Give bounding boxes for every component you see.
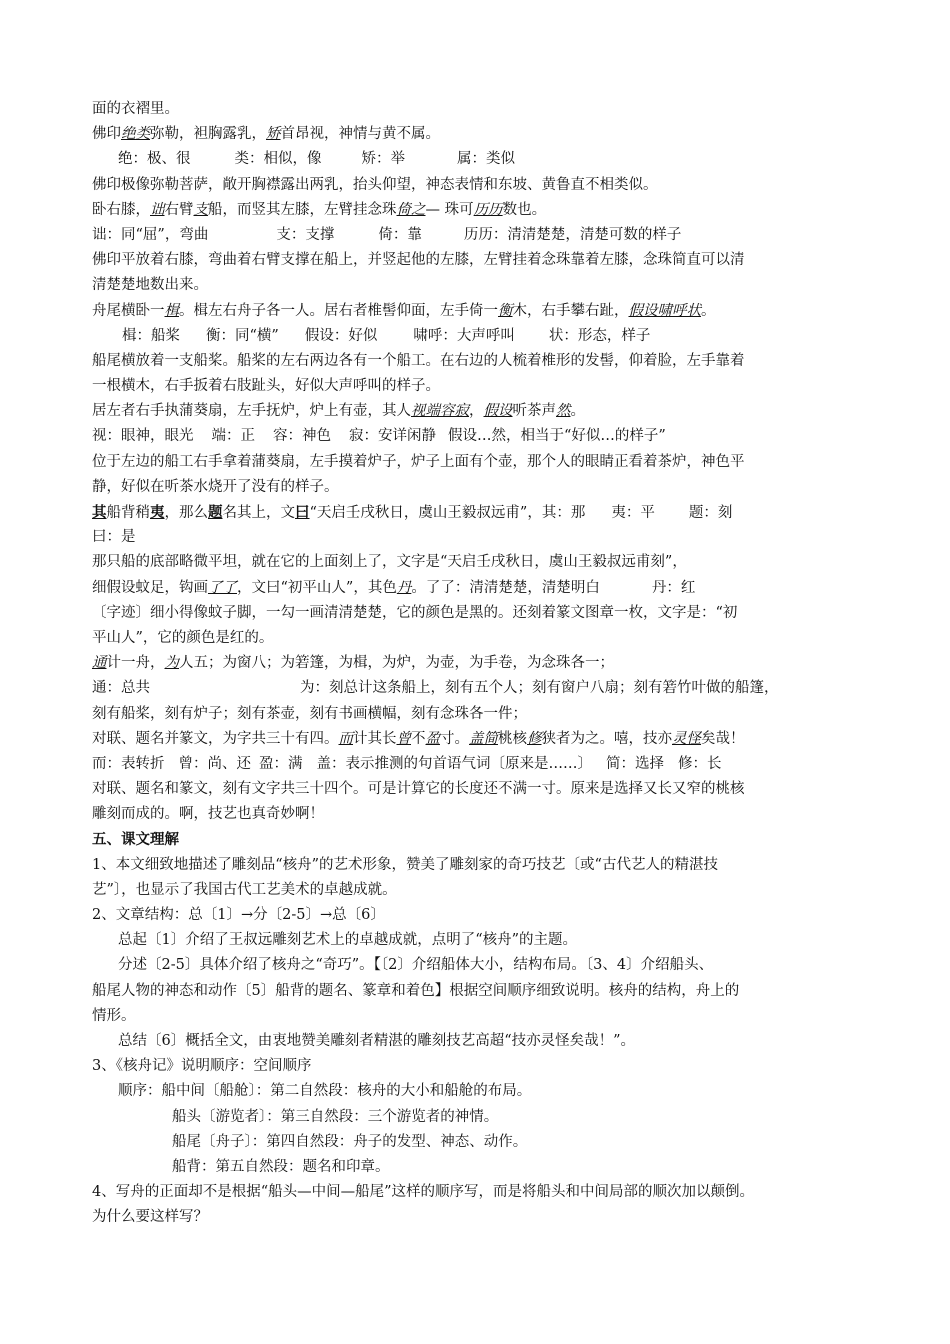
text-span: 佛印平放着右膝，弯曲着右臂支撑在船上，并竖起他的左膝，左臂挂着念珠靠着左膝，念珠简直可以清: [92, 252, 745, 269]
list-item: [92, 903, 862, 928]
text-span: 假设：好似: [304, 327, 378, 344]
translation-line: [92, 777, 862, 802]
text-span: 3、《核舟记》说明顺序：空间顺序: [92, 1058, 312, 1075]
underlined-term: 然: [556, 403, 571, 420]
underlined-term: 通: [92, 655, 107, 672]
text-span: 桃核: [498, 730, 527, 747]
list-item: [92, 1130, 862, 1155]
text-span: 船尾人物的神态和动作〔5〕船背的题名、篆章和着色】根据空间顺序细致说明。核舟的结构，舟上的: [92, 982, 740, 999]
underlined-term: 了了: [208, 579, 237, 596]
text-span: 计一舟，: [106, 655, 165, 672]
bold-term: 曰: [295, 504, 310, 521]
text-span: 居左者右手执蒲葵扇，左手抚炉，炉上有壶，其人: [92, 403, 411, 420]
underlined-term: 假设: [483, 403, 513, 420]
bold-term: 夷: [150, 504, 165, 521]
text-span: 修：长: [678, 755, 722, 772]
text-span: 舟尾横卧一: [92, 302, 165, 319]
text-span: 诎：同“屈”，弯曲: [92, 226, 209, 243]
text-span: 船背：第五自然段：题名和印章。: [172, 1158, 390, 1175]
text-span: 曾：尚、还: [178, 755, 251, 772]
text-line: [92, 299, 862, 324]
list-item: [92, 1205, 862, 1230]
translation-line: [92, 626, 862, 651]
text-span: 木，右手攀右趾，: [512, 302, 629, 319]
translation-line: [92, 550, 862, 575]
annotation-line: [92, 324, 862, 349]
text-line: [92, 651, 862, 676]
text-span: 那只船的底部略微平坦，就在它的上面刻上了，文字是“天启壬戌秋日，虞山王毅叔远甫刻”，: [92, 554, 687, 571]
underlined-term: 绝类: [121, 126, 150, 143]
text-span: 夷：平: [611, 505, 655, 521]
text-span: 〔字迹〕细小得像蚊子脚，一勾一画清清楚楚，它的颜色是黑的。还刻着篆文图章一枚，文字是：“初: [92, 604, 738, 621]
text-span: 通：总共: [92, 680, 150, 697]
text-span: 2、文章结构：总〔1〕→分〔2-5〕→总〔6〕: [92, 907, 385, 923]
text-line: [92, 500, 862, 525]
translation-line: [92, 173, 862, 198]
text-span: 容：神色: [273, 428, 331, 445]
underlined-term: 历历: [473, 201, 503, 218]
text-span: 类：相似，像: [234, 151, 322, 168]
text-span: 为：刻总计这条船上，刻有五个人；刻有窗户八扇；刻有箬竹叶做的船篷，: [300, 680, 779, 697]
text-span: 佛印: [92, 126, 121, 143]
heading-text: 五、课文理解: [92, 831, 179, 849]
underlined-term: 而: [338, 730, 353, 747]
text-span: 名其上，文: [222, 505, 295, 521]
text-span: 静，好似在听茶水烧开了没有的样子。: [92, 478, 339, 495]
underlined-term: 为: [164, 655, 179, 672]
text-span: 盖：表示推测的句首语气词〔原来是……〕: [316, 755, 592, 772]
text-span: 对联、题名和篆文，刻有文字共三十四个。可是计算它的长度还不满一寸。原来是选择又长又窄的桃核: [92, 781, 745, 798]
translation-line: [92, 349, 862, 374]
text-span: 支：支撑: [276, 226, 335, 243]
text-span: 听茶声: [512, 403, 556, 420]
text-span: 绝：极、很: [118, 151, 191, 168]
text-span: 曰：是: [92, 529, 136, 546]
bold-term: 题: [208, 504, 223, 521]
text-line: [92, 576, 862, 601]
text-span: 弥勒，袒胸露乳，: [150, 126, 266, 143]
text-span: 计其长: [353, 730, 397, 747]
text-span: 船背稍: [106, 505, 150, 521]
list-item: [92, 853, 862, 878]
text-span: 啸呼：大声呼叫: [413, 327, 515, 344]
translation-line: [92, 802, 862, 827]
text-span: 右臂: [164, 201, 194, 218]
text-span: 。了了：清清楚楚，清楚明白: [411, 579, 600, 596]
text-span: 属：类似: [457, 151, 515, 168]
annotation-line: [92, 676, 862, 701]
text-line: [92, 97, 862, 122]
list-item: [92, 1180, 862, 1205]
text-span: 数也。: [502, 201, 547, 218]
text-span: 矫：举: [361, 151, 405, 168]
text-span: “天启壬戌秋日，虞山王毅叔远甫”，其：那: [309, 505, 586, 521]
text-span: 总结〔6〕概括全文，由衷地赞美雕刻者精湛的雕刻技艺高超“技亦灵怪矣哉！”。: [118, 1032, 636, 1049]
text-span: 4、写舟的正面却不是根据“船头—中间—船尾”这样的顺序写，而是将船头和中间局部的顺次加以颠倒。: [92, 1184, 755, 1201]
text-span: 。楫左右舟子各一人。居右者椎髻仰面，左手倚一: [179, 302, 498, 319]
text-span: 对联、题名并篆文，为字共三十有四。: [92, 730, 339, 747]
text-span: 寂：安详闲静: [349, 428, 436, 445]
text-span: 1、本文细致地描述了雕刻品“核舟”的艺术形象，赞美了雕刻家的奇巧技艺〔或“古代艺人的精湛技: [92, 856, 718, 873]
list-item: [92, 1029, 862, 1054]
text-span: 一根横木，右手扳着右肢趾头，好似大声呼叫的样子。: [92, 378, 440, 395]
text-span: 情形。: [92, 1007, 136, 1024]
text-span: 倚：靠: [378, 226, 422, 243]
list-item: [92, 953, 862, 978]
underlined-term: 盖简: [469, 730, 498, 747]
underlined-term: 盈: [425, 730, 440, 747]
underlined-term: 诎: [150, 201, 165, 218]
text-span: 为什么要这样写？: [92, 1209, 208, 1226]
text-span: 雕刻而成的。啊，技艺也真奇妙啊！: [92, 806, 324, 823]
list-item: [92, 1004, 862, 1029]
text-span: ，文曰“初平山人”，其色: [237, 579, 397, 596]
text-span: 历历：清清楚楚，清楚可数的样子: [463, 226, 682, 243]
text-span: 船头〔游览者〕：第三自然段：三个游览者的神情。: [172, 1108, 499, 1125]
text-span: 衡：同“横”: [206, 327, 279, 344]
text-span: 简：选择: [606, 755, 664, 772]
list-item: [92, 979, 862, 1004]
text-span: 面的衣褶里。: [92, 101, 179, 117]
underlined-term: 修: [527, 730, 542, 747]
underlined-term: 灵怪: [672, 730, 701, 747]
annotation-line: [92, 147, 862, 172]
underlined-term: 假设啸呼状: [628, 302, 701, 319]
text-span: 楫：船桨: [122, 327, 180, 344]
text-span: ，那么: [164, 505, 208, 521]
list-item: [92, 1155, 862, 1180]
text-span: 顺序：船中间〔船舱〕：第二自然段：核舟的大小和船舱的布局。: [118, 1083, 532, 1100]
text-span: 端：正: [211, 428, 255, 445]
annotation-line: [92, 525, 862, 550]
text-span: 船，而竖其左膝，左臂挂念珠: [208, 201, 397, 218]
list-item: [92, 878, 862, 903]
text-span: 。: [570, 403, 585, 420]
text-span: 假设…然，相当于“好似…的样子”: [448, 428, 666, 445]
text-span: 清楚楚地数出来。: [92, 277, 208, 294]
text-span: 状：形态，样子: [548, 327, 651, 344]
translation-line: [92, 601, 862, 626]
text-span: 总起〔1〕介绍了王叔远雕刻艺术上的卓越成就，点明了“核舟”的主题。: [118, 932, 578, 949]
underlined-term: 支: [193, 201, 208, 218]
text-span: 寸。: [440, 730, 469, 747]
annotation-line: [92, 424, 862, 449]
text-line: [92, 198, 862, 223]
translation-line: [92, 248, 862, 273]
text-span: 丹：红: [651, 579, 696, 596]
text-span: 视：眼神，眼光: [92, 428, 194, 445]
section-heading: [92, 827, 862, 852]
text-span: 不: [411, 730, 426, 747]
text-span: 刻有船桨，刻有炉子；刻有茶壶，刻有书画横幅，刻有念珠各一件；: [92, 705, 527, 722]
text-span: 细假设蚊足，钩画: [92, 579, 208, 596]
text-span: 矣哉！: [701, 730, 745, 747]
annotation-line: [92, 223, 862, 248]
translation-line: [92, 273, 862, 298]
annotation-line: [92, 752, 862, 777]
document-page: [92, 97, 862, 1230]
text-span: 艺”〕，也显示了我国古代工艺美术的卓越成就。: [92, 881, 397, 898]
text-span: 。: [701, 302, 716, 319]
list-item: [92, 1079, 862, 1104]
underlined-term: 衡: [498, 302, 513, 319]
text-span: 卧右膝，: [92, 201, 150, 218]
text-span: 船尾横放着一支船桨。船桨的左右两边各有一个船工。在右边的人梳着椎形的发髻，仰着脸，左手靠着: [92, 352, 745, 369]
list-item: [92, 1054, 862, 1079]
underlined-term: 曾: [396, 730, 411, 747]
text-span: 盈：满: [259, 755, 303, 772]
underlined-term: 楫: [164, 302, 179, 319]
text-span: 人五；为窗八；为箬篷，为楫，为炉，为壶，为手卷，为念珠各一；: [179, 655, 614, 672]
text-span: ，: [469, 403, 484, 420]
text-span: 而：表转折: [92, 755, 165, 772]
translation-line: [92, 702, 862, 727]
text-span: 佛印极像弥勒菩萨，敞开胸襟露出两乳，抬头仰望，神态表情和东坡、黄鲁直不相类似。: [92, 176, 658, 193]
text-span: 位于左边的船工右手拿着蒲葵扇，左手摸着炉子，炉子上面有个壶，那个人的眼睛正看着茶炉，神色平: [92, 453, 745, 470]
translation-line: [92, 475, 862, 500]
text-line: [92, 727, 862, 752]
underlined-term: 视端容寂: [411, 403, 469, 420]
underlined-term: 倚之: [396, 201, 426, 218]
text-span: 平山人”，它的颜色是红的。: [92, 629, 274, 646]
text-line: [92, 122, 862, 147]
text-line: [92, 399, 862, 424]
translation-line: [92, 450, 862, 475]
translation-line: [92, 374, 862, 399]
list-item: [92, 1105, 862, 1130]
list-item: [92, 928, 862, 953]
text-span: — 珠可: [425, 201, 474, 218]
underlined-term: 矫: [266, 126, 281, 143]
text-span: 题：刻: [688, 505, 733, 521]
text-span: 狭者为之。嘻，技亦: [541, 730, 672, 747]
text-span: 船尾〔舟子〕：第四自然段：舟子的发型、神态、动作。: [172, 1133, 528, 1150]
text-span: 首昂视，神情与黄不属。: [280, 126, 440, 143]
text-span: 分述〔2-5〕具体介绍了核舟之“奇巧”。【〔2〕介绍船体大小，结构布局。〔3、4〕介绍船头、: [118, 957, 714, 974]
underlined-term: 丹: [396, 579, 412, 596]
bold-term: 其: [92, 504, 107, 521]
